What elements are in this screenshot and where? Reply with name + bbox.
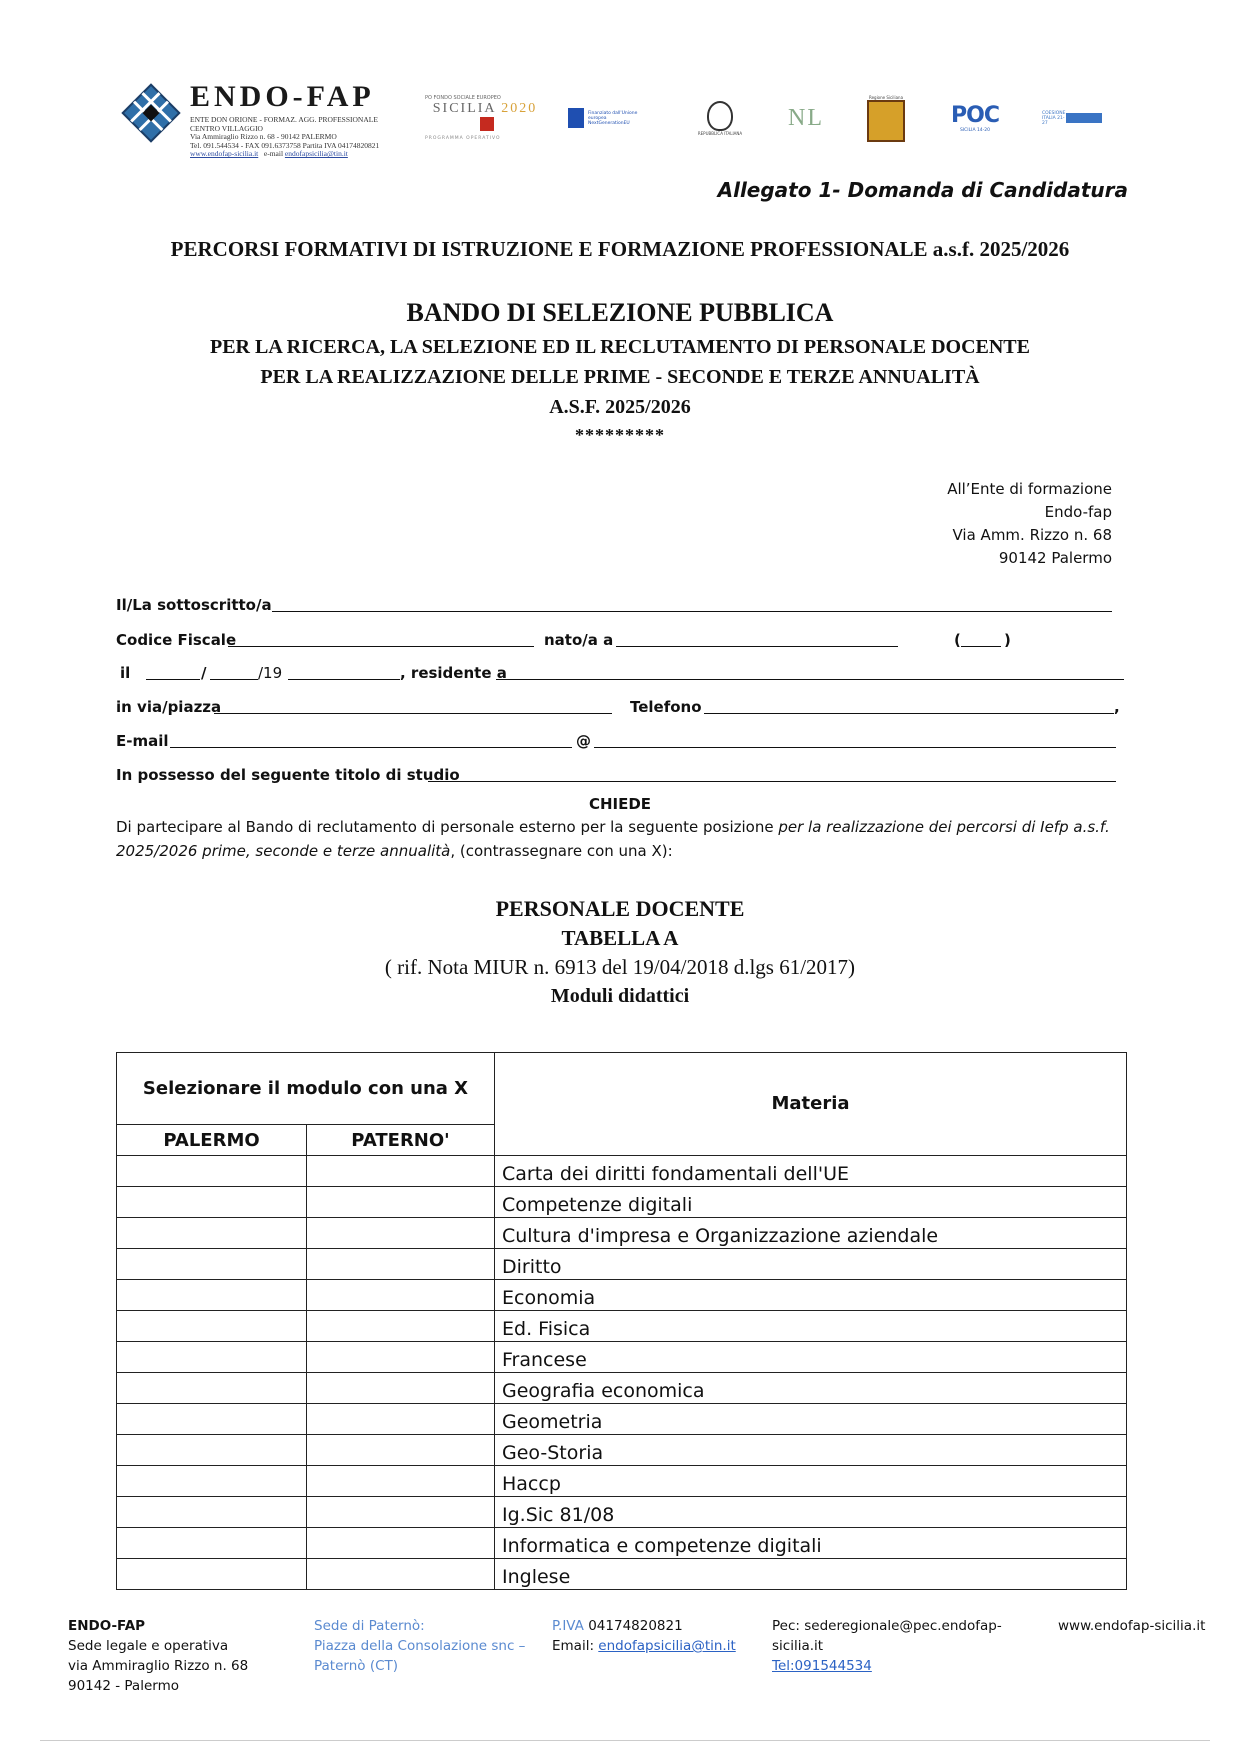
paterno-checkbox-cell[interactable] — [307, 1156, 495, 1187]
footer-tel-link[interactable]: Tel:091544534 — [772, 1658, 872, 1674]
org-web-link[interactable]: www.endofap-sicilia.it — [190, 149, 259, 159]
bando-subtitle-2: PER LA REALIZZAZIONE DELLE PRIME - SECONDE E TERZE ANNUALITÀ — [260, 366, 980, 388]
header-paterno: PATERNO' — [307, 1125, 495, 1156]
via-field[interactable] — [214, 713, 612, 714]
palermo-checkbox-cell[interactable] — [117, 1187, 307, 1218]
intro-text-italic: per la realizzazione dei percorsi di Iefp a.s.f. 2025/2026 prime, seconde e terze annualità — [116, 818, 1110, 860]
partner-coes-text: COESIONE ITALIA 21-27 — [1042, 110, 1066, 126]
subject-cell: Cultura d'impresa e Organizzazione aziendale — [495, 1218, 1127, 1249]
palermo-checkbox-cell[interactable] — [117, 1342, 307, 1373]
subject-cell: Geo-Storia — [495, 1435, 1127, 1466]
section-moduli: Moduli didattici — [550, 985, 690, 1007]
paterno-checkbox-cell[interactable] — [307, 1249, 495, 1280]
partner-reg-text: Regione Siciliana — [868, 94, 904, 100]
subject-cell: Informatica e competenze digitali — [495, 1528, 1127, 1559]
org-address-block — [190, 116, 420, 159]
header-palermo: PALERMO — [117, 1125, 307, 1156]
palermo-checkbox-cell[interactable] — [117, 1559, 307, 1590]
label-residente: , residente a — [400, 664, 507, 682]
intro-text-2: , (contrassegnare con una X): — [450, 842, 673, 860]
palermo-checkbox-cell[interactable] — [117, 1404, 307, 1435]
coesione-mark-icon — [1066, 113, 1102, 123]
recipient-line4: 90142 Palermo — [998, 549, 1112, 567]
paterno-checkbox-cell[interactable] — [307, 1373, 495, 1404]
org-line1: ENTE DON ORIONE - FORMAZ. AGG. PROFESSIONALE — [190, 115, 378, 124]
footer-org: ENDO-FAP — [68, 1618, 146, 1634]
partner-sicilia-top: PO FONDO SOCIALE EUROPEO — [425, 95, 501, 101]
subject-cell: Francese — [495, 1342, 1127, 1373]
luogo-nascita-field[interactable] — [616, 646, 898, 647]
paterno-checkbox-cell[interactable] — [307, 1435, 495, 1466]
label-nato-a: nato/a a — [544, 631, 614, 649]
course-title: PERCORSI FORMATIVI DI ISTRUZIONE E FORMAZIONE PROFESSIONALE a.s.f. 2025/2026 — [170, 237, 1070, 261]
section-table-title: TABELLA A — [561, 926, 679, 950]
endo-fap-logo-icon — [120, 82, 182, 144]
partner-sicilia-name: SICILIA 2020 — [425, 101, 545, 136]
paterno-checkbox-cell[interactable] — [307, 1187, 495, 1218]
subject-cell: Ed. Fisica — [495, 1311, 1127, 1342]
footer-sede-legale: Sede legale e operativa — [68, 1638, 229, 1654]
subject-cell: Ig.Sic 81/08 — [495, 1497, 1127, 1528]
palermo-checkbox-cell[interactable] — [117, 1528, 307, 1559]
table-row — [117, 1559, 1127, 1590]
footer-col-piva — [552, 1616, 762, 1656]
subject-cell: Geometria — [495, 1404, 1127, 1435]
intro-text-1: Di partecipare al Bando di reclutamento di personale esterno per la seguente posizione — [116, 818, 779, 836]
form-row-indirizzo — [116, 694, 1126, 718]
table-row — [117, 1466, 1127, 1497]
paterno-checkbox-cell[interactable] — [307, 1311, 495, 1342]
header-select: Selezionare il modulo con una X — [117, 1053, 495, 1125]
palermo-checkbox-cell[interactable] — [117, 1280, 307, 1311]
footer-paterno-address: Piazza della Consolazione snc – — [314, 1638, 526, 1654]
label-sottoscritto: Il/La sottoscritto/a — [116, 596, 272, 614]
paterno-checkbox-cell[interactable] — [307, 1559, 495, 1590]
paterno-checkbox-cell[interactable] — [307, 1404, 495, 1435]
intro-paragraph — [116, 815, 1126, 863]
form-row-email — [116, 728, 1126, 752]
recipient-line3: Via Amm. Rizzo n. 68 — [952, 526, 1112, 544]
palermo-checkbox-cell[interactable] — [117, 1218, 307, 1249]
table-header-row — [117, 1053, 1127, 1125]
telefono-field[interactable] — [704, 713, 1114, 714]
section-reference: ( rif. Nota MIUR n. 6913 del 19/04/2018 d.lgs 61/2017) — [384, 955, 856, 979]
bando-year: A.S.F. 2025/2026 — [549, 396, 691, 418]
paterno-checkbox-cell[interactable] — [307, 1280, 495, 1311]
chiede-heading: CHIEDE — [588, 795, 652, 813]
email-user-field[interactable] — [170, 747, 572, 748]
form-row-data-nascita — [116, 660, 1126, 684]
partner-eu-text: Finanziato dall'Unione europea NextGenerationEU — [588, 110, 638, 126]
palermo-checkbox-cell[interactable] — [117, 1497, 307, 1528]
partner-logo-regione — [862, 92, 910, 144]
email-at: @ — [576, 732, 591, 750]
subject-cell: Economia — [495, 1280, 1127, 1311]
label-via: in via/piazza — [116, 698, 222, 716]
table-row — [117, 1435, 1127, 1466]
subject-cell: Carta dei diritti fondamentali dell'UE — [495, 1156, 1127, 1187]
palermo-checkbox-cell[interactable] — [117, 1156, 307, 1187]
partner-logo-coesione — [1042, 92, 1102, 144]
table-row — [117, 1218, 1127, 1249]
table-row — [117, 1187, 1127, 1218]
partner-poc-text: POC — [951, 103, 999, 128]
recipient-line2: Endo-fap — [1044, 503, 1112, 521]
prov-close: ) — [1004, 631, 1011, 649]
codice-fiscale-field[interactable] — [228, 646, 534, 647]
partner-sicilia-sub: PROGRAMMA OPERATIVO — [425, 136, 501, 141]
footer-email: Email: endofapsicilia@tin.it — [552, 1638, 736, 1654]
org-email-link[interactable]: endofapsicilia@tin.it — [284, 149, 348, 159]
bando-subtitle-1: PER LA RICERCA, LA SELEZIONE ED IL RECLUTAMENTO DI PERSONALE DOCENTE — [210, 336, 1030, 358]
provincia-field[interactable] — [961, 646, 1001, 647]
tel-comma: , — [1114, 698, 1120, 716]
separator-stars: ********* — [575, 425, 665, 445]
table-row — [117, 1404, 1127, 1435]
footer-col-endofap — [68, 1616, 288, 1696]
titolo-studio-field[interactable] — [428, 781, 1116, 782]
bando-title: BANDO DI SELEZIONE PUBBLICA — [406, 298, 834, 327]
eu-flag-icon — [568, 108, 584, 128]
subject-cell: Competenze digitali — [495, 1187, 1127, 1218]
table-row — [117, 1497, 1127, 1528]
residenza-field[interactable] — [496, 679, 1124, 680]
repubblica-emblem-icon — [707, 101, 733, 131]
prov-open: ( — [954, 631, 961, 649]
form-row-titolo — [116, 762, 1126, 786]
palermo-checkbox-cell[interactable] — [117, 1435, 307, 1466]
paterno-checkbox-cell[interactable] — [307, 1342, 495, 1373]
regione-crest-icon — [867, 100, 905, 142]
label-email: E-mail — [116, 732, 169, 750]
partner-logo-poc — [945, 92, 1005, 144]
paterno-checkbox-cell[interactable] — [307, 1466, 495, 1497]
partner-rep-text: REPUBBLICA ITALIANA — [697, 130, 743, 136]
label-titolo-studio: In possesso del seguente titolo di studio — [116, 766, 460, 784]
org-contacts — [190, 150, 420, 159]
page-bottom-rule — [40, 1740, 1210, 1741]
annex-title: Allegato 1- Domanda di Candidatura — [717, 178, 1128, 202]
form-row-sottoscritto — [116, 592, 1126, 616]
footer-city: 90142 - Palermo — [68, 1678, 179, 1694]
partner-logo-sicilia — [425, 92, 545, 144]
footer-pec: Pec: sederegionale@pec.endofap-sicilia.it — [772, 1618, 1002, 1654]
section-title: PERSONALE DOCENTE — [495, 896, 745, 921]
sicilia-flag-icon — [480, 117, 494, 131]
table-row — [117, 1156, 1127, 1187]
footer-email-link[interactable]: endofapsicilia@tin.it — [598, 1638, 736, 1654]
table-row — [117, 1311, 1127, 1342]
table-row — [117, 1249, 1127, 1280]
partner-poc-sub: SICILIA 14-20 — [959, 128, 991, 133]
recipient-line1: All’Ente di formazione — [947, 480, 1112, 498]
footer-website[interactable]: www.endofap-sicilia.it — [1058, 1618, 1206, 1634]
palermo-checkbox-cell[interactable] — [117, 1249, 307, 1280]
table-row — [117, 1342, 1127, 1373]
paterno-checkbox-cell[interactable] — [307, 1218, 495, 1249]
mese-field[interactable] — [210, 679, 258, 680]
label-il: il — [120, 664, 131, 682]
footer-paterno-title: Sede di Paternò: — [314, 1618, 425, 1634]
subject-cell: Inglese — [495, 1559, 1127, 1590]
subject-cell: Geografia economica — [495, 1373, 1127, 1404]
org-line2: CENTRO VILLAGGIO — [190, 123, 263, 133]
header-materia: Materia — [495, 1053, 1127, 1156]
footer-piva: P.IVA 04174820821 — [552, 1618, 683, 1634]
paterno-checkbox-cell[interactable] — [307, 1497, 495, 1528]
moduli-table — [116, 1052, 1127, 1590]
org-email-label: e-mail — [263, 149, 284, 159]
partner-logo-repubblica — [697, 92, 743, 144]
label-telefono: Telefono — [630, 698, 702, 716]
org-line4: Tel. 091.544534 - FAX 091.6373758 Partita IVA 04174820821 — [190, 140, 380, 150]
sottoscritto-field[interactable] — [272, 611, 1112, 612]
label-codice-fiscale: Codice Fiscale — [116, 631, 237, 649]
org-name: ENDO-FAP — [190, 80, 375, 113]
anno-field[interactable] — [288, 679, 400, 680]
footer-paterno-city: Paternò (CT) — [314, 1658, 399, 1674]
palermo-checkbox-cell[interactable] — [117, 1466, 307, 1497]
table-row — [117, 1280, 1127, 1311]
slash-19: /19 — [258, 664, 283, 682]
table-row — [117, 1528, 1127, 1559]
footer-address: via Ammiraglio Rizzo n. 68 — [68, 1658, 249, 1674]
palermo-checkbox-cell[interactable] — [117, 1373, 307, 1404]
paterno-checkbox-cell[interactable] — [307, 1528, 495, 1559]
email-domain-field[interactable] — [594, 747, 1116, 748]
palermo-checkbox-cell[interactable] — [117, 1311, 307, 1342]
subject-cell: Diritto — [495, 1249, 1127, 1280]
giorno-field[interactable] — [146, 679, 200, 680]
footer-col-paterno — [314, 1616, 534, 1676]
partner-nl-text: NL — [788, 104, 824, 131]
partner-logo-nl — [778, 92, 834, 144]
footer-col-pec — [772, 1616, 1032, 1676]
slash-1: / — [201, 664, 207, 682]
table-row — [117, 1373, 1127, 1404]
org-line3: Via Ammiraglio Rizzo n. 68 - 90142 PALERMO — [190, 132, 337, 142]
form-row-codice-fiscale — [116, 627, 1126, 651]
partner-logo-eu — [568, 92, 648, 144]
recipient-address — [947, 478, 1112, 570]
subject-cell: Haccp — [495, 1466, 1127, 1497]
